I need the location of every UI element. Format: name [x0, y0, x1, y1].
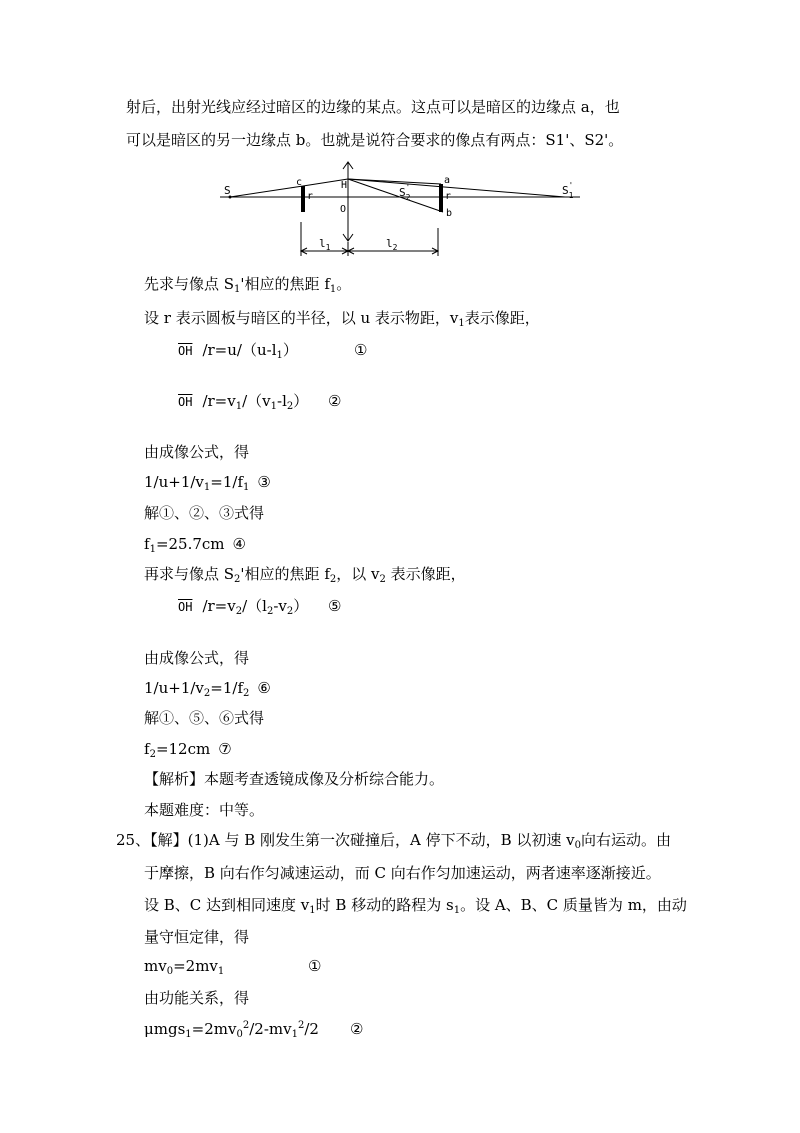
label-l2: $l_2$ — [386, 237, 398, 252]
equation-9: $\mu mgs_1=2mv_0^2/2-mv_1^2/2$ ② — [144, 1020, 364, 1040]
question-25-line: 25、【解】(1)A 与 B 刚发生第一次碰撞后，A 停下不动，B 以初速 $v_0$向右运动。由 — [116, 831, 672, 851]
label-s1: $S_1'$ — [562, 181, 574, 200]
question-25-line: 设 B、C 达到相同速度 $v_1$时 B 移动的路程为 $s_1$。设 A、B、C 质量皆为 m，由动 — [144, 896, 687, 916]
text-line: 由功能关系，得 — [144, 989, 250, 1007]
text-line: 由成像公式，得 — [144, 649, 250, 667]
label-r1: r — [307, 191, 314, 202]
equation-7: $f_2=12cm$ ⑦ — [144, 740, 232, 760]
equation-5: $\overline{OH}$ $/r=v_2/(l_2-v_2)$ ⑤ — [178, 597, 342, 617]
equation-3: $1/u+1/v_1=1/f_1$ ③ — [144, 473, 271, 493]
label-l1: $l_1$ — [319, 237, 331, 252]
paragraph-line: 可以是暗区的另一边缘点 b。也就是说符合要求的像点有两点：S1'、S2'。 — [126, 131, 624, 149]
label-s: S — [224, 184, 231, 197]
equation-6: $1/u+1/v_2=1/f_2$ ⑥ — [144, 679, 271, 699]
text-line: 解①、⑤、⑥式得 — [144, 709, 265, 727]
equation-4: $f_1=25.7cm$ ④ — [144, 535, 246, 555]
equation-1: $\overline{OH}$ $/r=u/(u-l_1)$ ① — [178, 341, 368, 361]
equation-2: $\overline{OH}$ $/r=v_1/(v_1-l_2)$ ② — [178, 392, 342, 412]
label-b: b — [446, 208, 453, 219]
equation-8: $mv_0=2mv_1$ ① — [144, 957, 322, 977]
text-line: 先求与像点 $S_1'$相应的焦距 $f_1$。 — [144, 275, 352, 295]
text-line: 解①、②、③式得 — [144, 504, 265, 522]
label-a: a — [444, 175, 451, 186]
optics-diagram — [210, 156, 590, 266]
label-h: H — [341, 180, 348, 191]
text-line: 设 r 表示圆板与暗区的半径，以 u 表示物距，$v_1$表示像距， — [144, 309, 540, 329]
paragraph-line: 射后，出射光线应经过暗区的边缘的某点。这点可以是暗区的边缘点 a，也 — [126, 98, 620, 116]
question-25-line: 量守恒定律，得 — [144, 928, 250, 946]
difficulty-note: 本题难度：中等。 — [144, 801, 265, 819]
text-line: 再求与像点 $S_2'$相应的焦距 $f_2$，以 $v_2$ 表示像距， — [144, 565, 466, 585]
analysis-note: 【解析】本题考查透镜成像及分析综合能力。 — [144, 770, 445, 788]
label-s2: $S_2'$ — [399, 183, 411, 202]
label-c: c — [296, 177, 303, 188]
label-o: O — [340, 204, 347, 215]
question-25-line: 于摩擦，B 向右作匀减速运动，而 C 向右作匀加速运动，两者速率逐渐接近。 — [144, 864, 661, 882]
text-line: 由成像公式，得 — [144, 443, 250, 461]
label-r2: r — [445, 191, 452, 202]
